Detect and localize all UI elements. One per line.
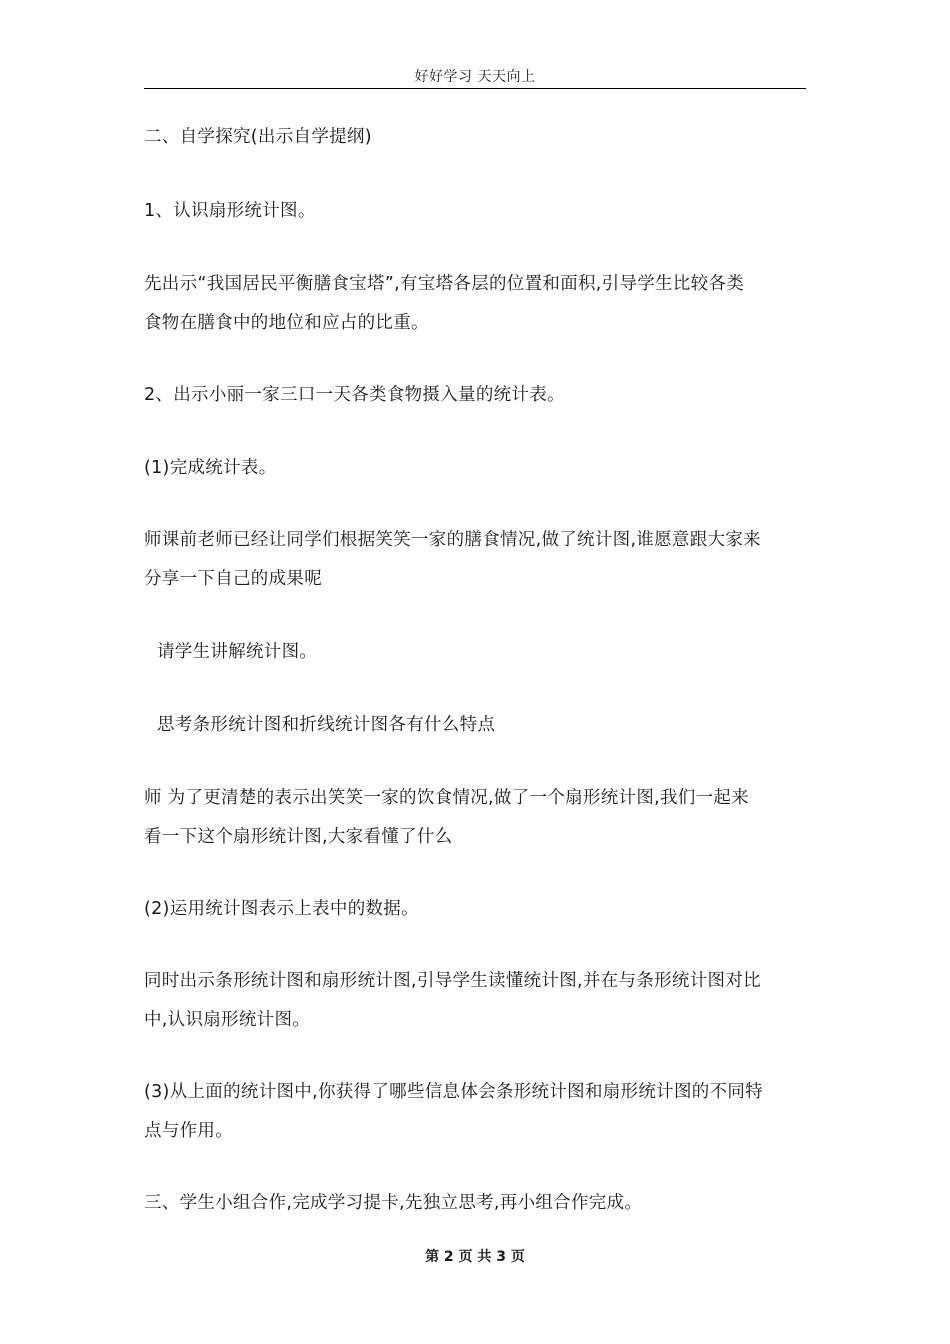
paragraph-compare-line-2: 中,认识扇形统计图。 [144, 1010, 311, 1030]
paragraph-think-features: 思考条形统计图和折线统计图各有什么特点 [157, 715, 496, 735]
paragraph-pagoda-line-1: 先出示“我国居民平衡膳食宝塔”,有宝塔各层的位置和面积,引导学生比较各类 [144, 274, 745, 294]
paragraph-teacher-line-1: 师课前老师已经让同学们根据笑笑一家的膳食情况,做了统计图,谁愿意跟大家来 [144, 530, 761, 550]
paragraph-section-three: 三、学生小组合作,完成学习提卡,先独立思考,再小组合作完成。 [144, 1193, 643, 1213]
header-divider [144, 88, 806, 89]
page-header: 好好学习 天天向上 [414, 69, 536, 85]
paragraph-item-2: 2、出示小丽一家三口一天各类食物摄入量的统计表。 [144, 385, 565, 405]
paragraph-pie-chart-line-1: 师 为了更清楚的表示出笑笑一家的饮食情况,做了一个扇形统计图,我们一起来 [144, 788, 749, 808]
paragraph-step-3-line-1: (3)从上面的统计图中,你获得了哪些信息体会条形统计图和扇形统计图的不同特 [144, 1082, 763, 1102]
paragraph-student-explain: 请学生讲解统计图。 [157, 642, 318, 662]
paragraph-step-2: (2)运用统计图表示上表中的数据。 [144, 899, 419, 919]
paragraph-section-two-heading: 二、自学探究(出示自学提纲) [144, 127, 372, 147]
paragraph-pie-chart-line-2: 看一下这个扇形统计图,大家看懂了什么 [144, 827, 453, 847]
paragraph-pagoda-line-2: 食物在膳食中的地位和应占的比重。 [144, 313, 429, 333]
page-number: 第 2 页 共 3 页 [425, 1249, 525, 1265]
paragraph-item-1: 1、认识扇形统计图。 [144, 201, 316, 221]
paragraph-step-3-line-2: 点与作用。 [144, 1121, 233, 1141]
paragraph-step-1: (1)完成统计表。 [144, 458, 277, 478]
paragraph-compare-line-1: 同时出示条形统计图和扇形统计图,引导学生读懂统计图,并在与条形统计图对比 [144, 971, 761, 991]
paragraph-teacher-line-2: 分享一下自己的成果呢 [144, 569, 322, 589]
